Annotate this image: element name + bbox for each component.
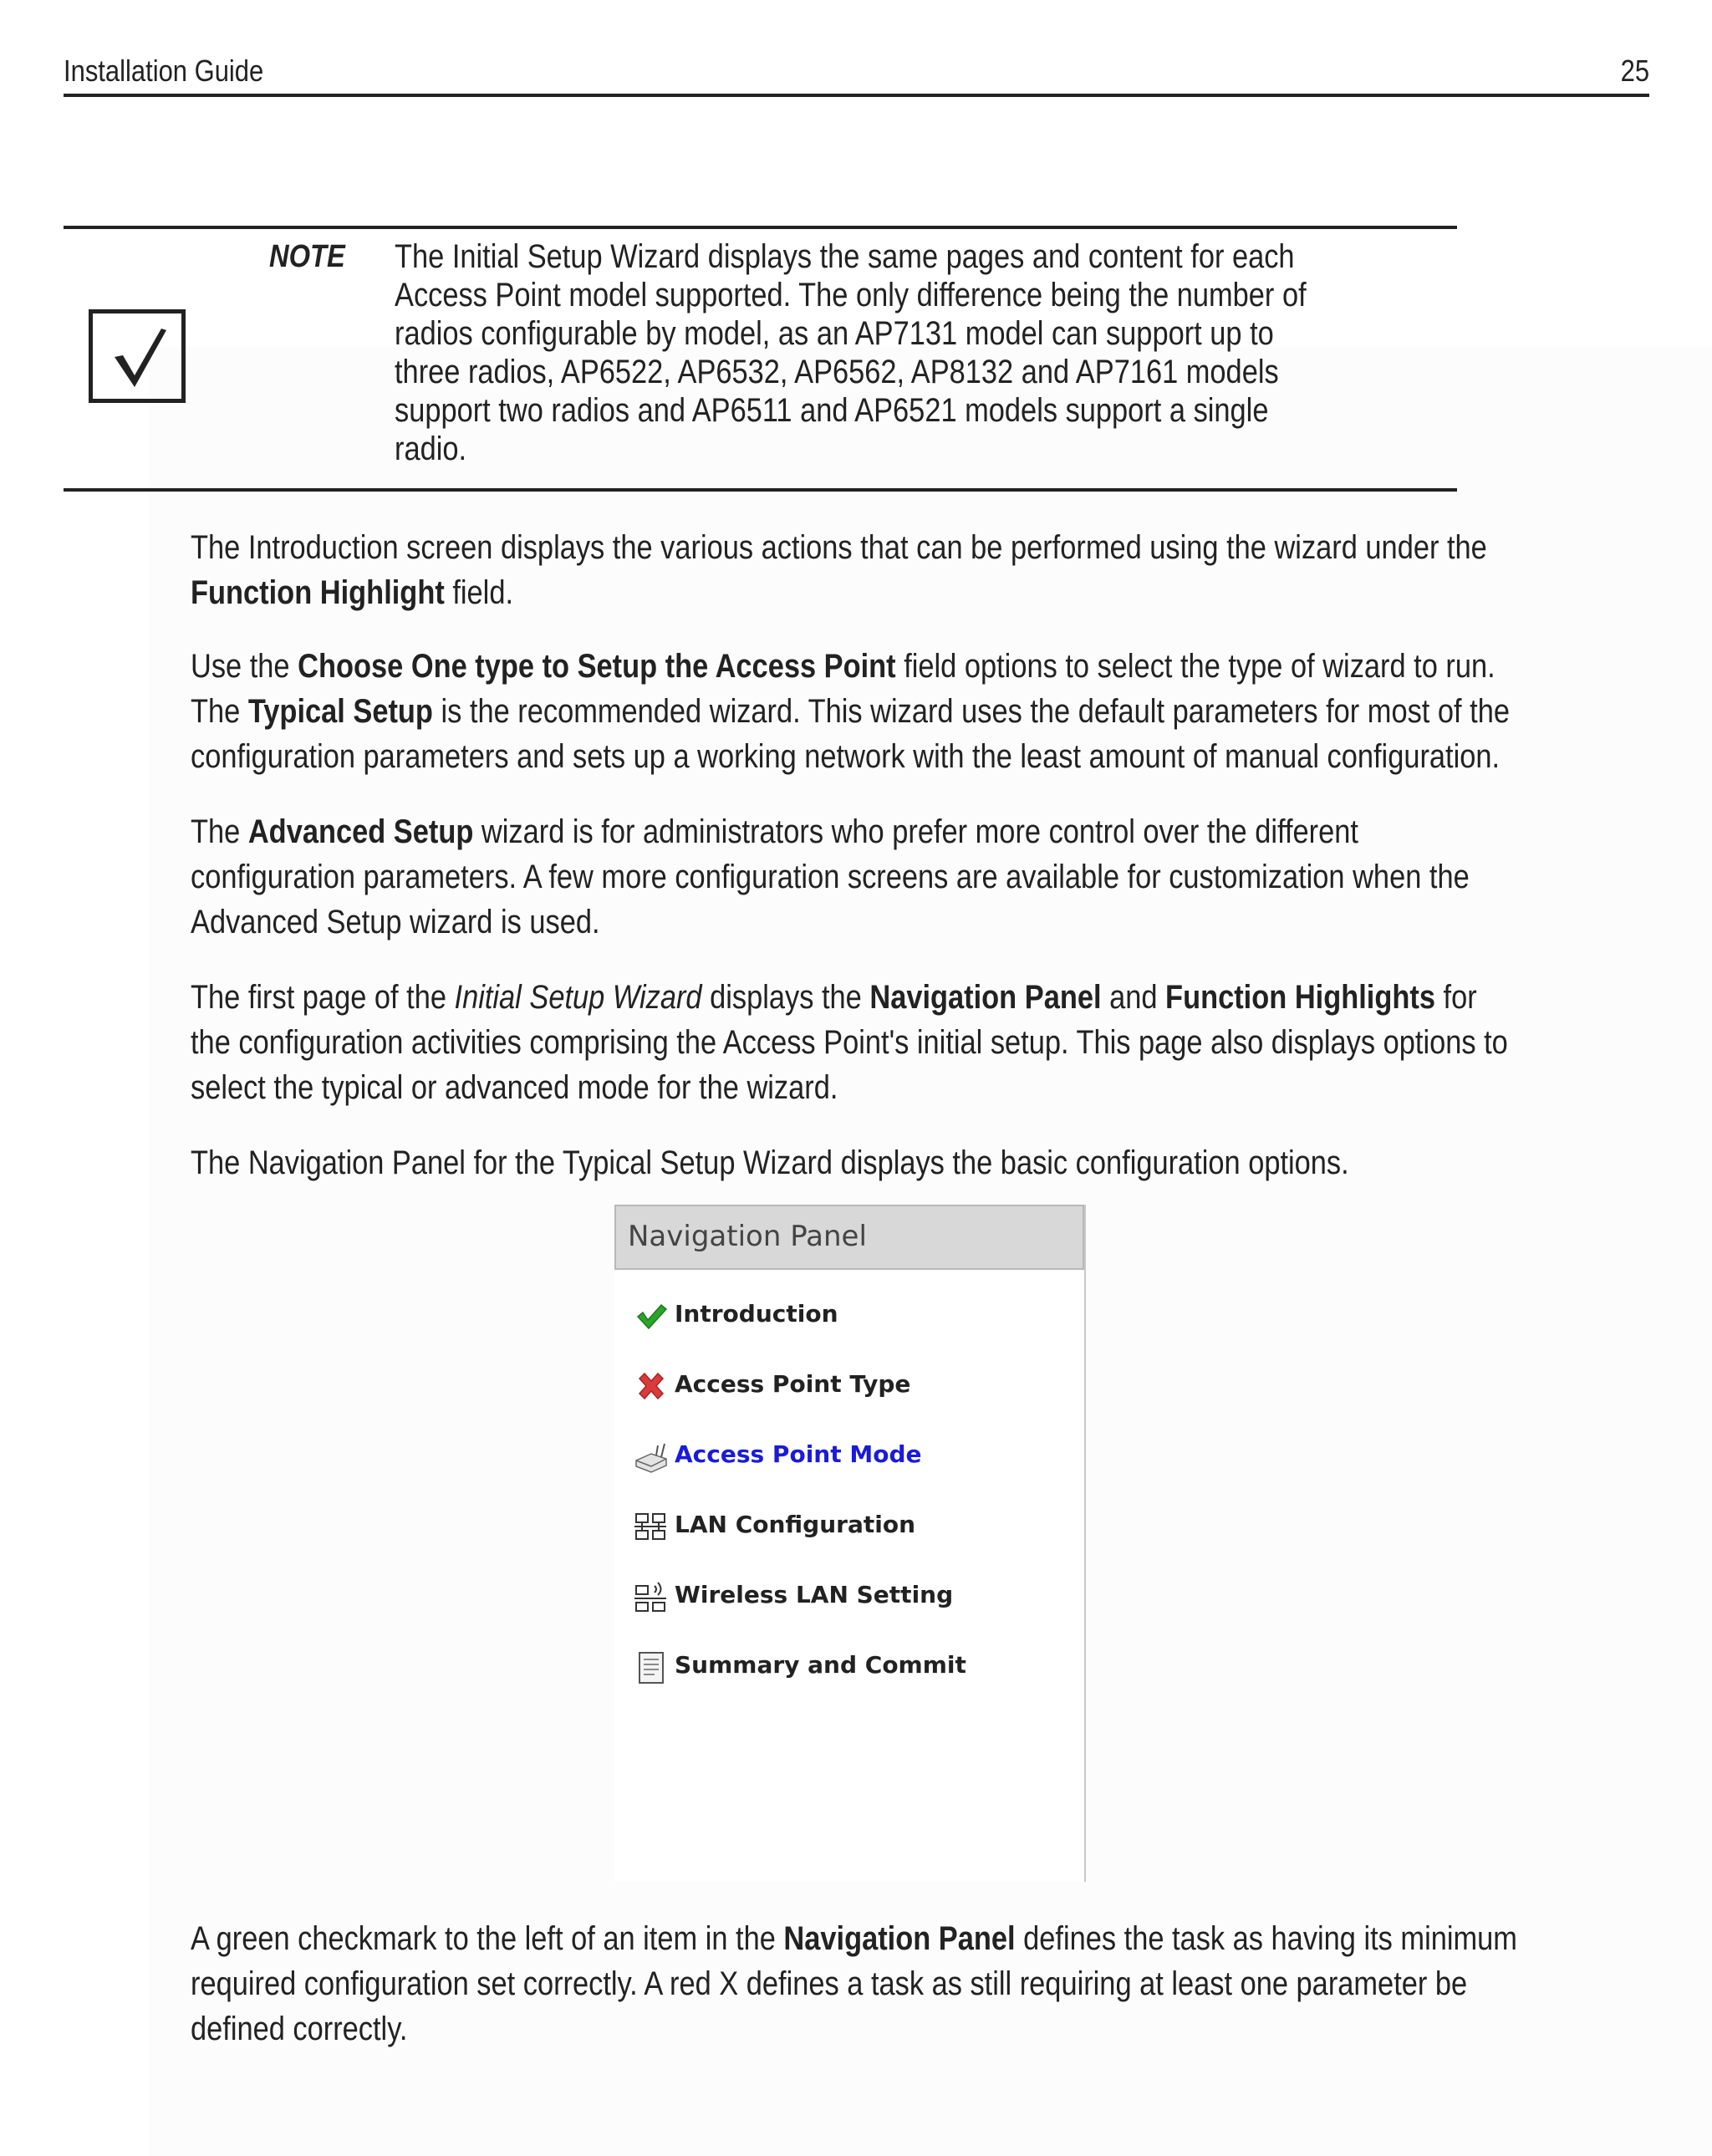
nav-item-label: Introduction: [675, 1300, 838, 1328]
document-icon: [633, 1649, 670, 1686]
text-span: configuration parameters. A few more configuration screens are available for customization when the: [191, 859, 1470, 895]
text-span: The Introduction screen displays the various actions that can be performed using the wizard under the: [191, 529, 1487, 566]
text-span: The: [191, 813, 248, 850]
nav-item-label: Summary and Commit: [675, 1651, 966, 1679]
paragraph-line: [191, 1065, 1628, 1110]
paragraph-line: [191, 2006, 1628, 2052]
text-span: displays the: [701, 979, 870, 1016]
italic-term: Initial Setup Wizard: [454, 979, 702, 1016]
bold-term: Function Highlight: [191, 574, 445, 611]
text-span: The first page of the: [191, 979, 455, 1016]
note-box: [64, 226, 1457, 492]
red-x-icon: [633, 1369, 670, 1405]
wireless-lan-icon: [633, 1579, 670, 1616]
nav-item-label: Access Point Mode: [675, 1440, 922, 1468]
document-title: Installation Guide: [64, 54, 264, 88]
nav-item-access-point-type[interactable]: [633, 1365, 1067, 1407]
bold-term: Navigation Panel: [783, 1920, 1016, 1957]
paragraph-line: [191, 809, 1628, 854]
bold-term: Navigation Panel: [869, 979, 1102, 1016]
paragraph-line: [191, 1140, 1628, 1185]
paragraph-line: [191, 975, 1628, 1020]
page-header: [64, 54, 1649, 97]
paragraph-line: [191, 854, 1628, 900]
paragraph-nav-panel-intro: [191, 1140, 1628, 1185]
text-span: field.: [444, 574, 514, 611]
text-span: is the recommended wizard. This wizard uses the default parameters for most of the: [432, 693, 1510, 730]
note-label: NOTE: [269, 239, 345, 274]
paragraph-line: [191, 570, 1628, 615]
note-line: support two radios and AP6511 and AP6521 models support a single: [395, 392, 1269, 429]
text-span: The Navigation Panel for the Typical Setup Wizard displays the basic configuration options.: [191, 1144, 1349, 1181]
text-span: Use the: [191, 648, 298, 685]
navigation-panel-title: Navigation Panel: [628, 1220, 867, 1253]
checkmark-icon: [93, 313, 181, 399]
paragraph-line: [191, 1961, 1628, 2006]
note-line: radio.: [395, 431, 467, 467]
paragraph-line: [191, 1916, 1628, 1961]
bold-term: Advanced Setup: [247, 813, 474, 850]
checkbox-icon: [89, 309, 186, 403]
text-span: defined correctly.: [191, 2011, 408, 2047]
paragraph-line: [191, 734, 1628, 779]
paragraph-line: [191, 689, 1628, 734]
note-line: radios configurable by model, as an AP7131 model can support up to: [395, 315, 1274, 352]
paragraph-status-legend: [191, 1916, 1628, 2052]
text-span: configuration parameters and sets up a working network with the least amount of manual configuration.: [191, 738, 1501, 775]
text-span: required configuration set correctly. A red X defines a task as still requiring at least one parameter be: [191, 1965, 1468, 2002]
nav-item-label: Access Point Type: [675, 1370, 911, 1398]
text-span: field options to select the type of wizard to run.: [895, 648, 1495, 685]
text-span: and: [1101, 979, 1166, 1016]
text-span: wizard is for administrators who prefer more control over the different: [473, 813, 1358, 850]
text-span: select the typical or advanced mode for the wizard.: [191, 1069, 838, 1106]
navigation-panel: [614, 1205, 1086, 1882]
text-span: defines the task as having its minimum: [1015, 1920, 1517, 1957]
paragraph-introduction: [191, 525, 1628, 615]
navigation-panel-header: [614, 1205, 1084, 1270]
nav-item-introduction[interactable]: [633, 1295, 1067, 1337]
paragraph-first-page: [191, 975, 1628, 1110]
page-number: 25: [1620, 54, 1649, 88]
nav-item-label: LAN Configuration: [675, 1511, 915, 1538]
note-line: Access Point model supported. The only difference being the number of: [395, 277, 1307, 313]
bold-term: Function Highlights: [1165, 979, 1435, 1016]
text-span: The: [191, 693, 248, 730]
text-span: for: [1434, 979, 1477, 1016]
text-span: the configuration activities comprising the Access Point's initial setup. This page also displays options to: [191, 1024, 1508, 1061]
nav-item-lan-configuration[interactable]: [633, 1506, 1067, 1547]
bold-term: Typical Setup: [247, 693, 433, 730]
lan-icon: [633, 1509, 670, 1546]
nav-item-label: Wireless LAN Setting: [675, 1581, 954, 1608]
green-check-icon: [633, 1298, 670, 1335]
note-text: [395, 237, 1329, 468]
nav-item-summary-and-commit[interactable]: [633, 1646, 1067, 1688]
text-span: Advanced Setup wizard is used.: [191, 904, 600, 940]
nav-item-wireless-lan-setting[interactable]: [633, 1576, 1067, 1618]
text-span: A green checkmark to the left of an item in the: [191, 1920, 784, 1957]
paragraph-line: [191, 900, 1628, 945]
paragraph-line: [191, 644, 1628, 689]
paragraph-setup-type: [191, 644, 1628, 779]
paragraph-line: [191, 1020, 1628, 1065]
nav-item-access-point-mode[interactable]: [633, 1435, 1067, 1477]
note-line: The Initial Setup Wizard displays the same pages and content for each: [395, 238, 1295, 275]
note-line: three radios, AP6522, AP6532, AP6562, AP8132 and AP7161 models: [395, 354, 1279, 390]
access-point-icon: [633, 1439, 670, 1476]
paragraph-line: [191, 525, 1628, 570]
paragraph-advanced-setup: [191, 809, 1628, 945]
bold-term: Choose One type to Setup the Access Point: [298, 648, 896, 685]
